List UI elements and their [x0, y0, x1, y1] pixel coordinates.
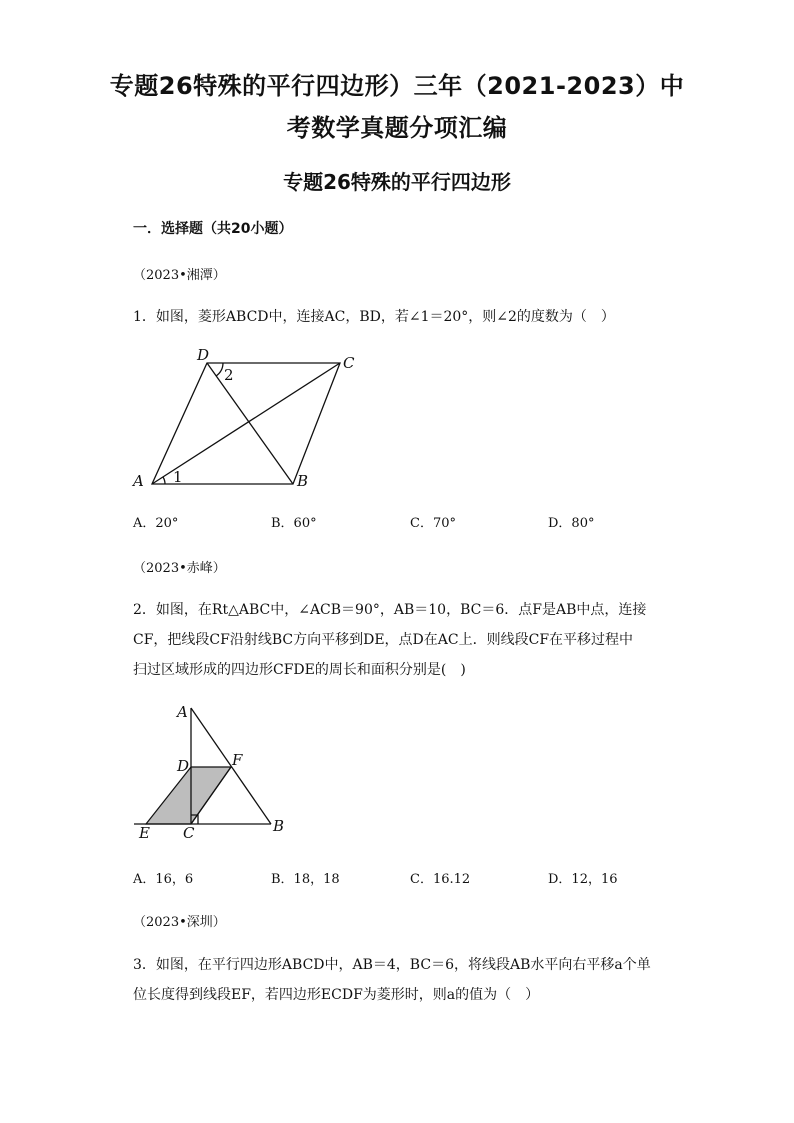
vertex-label-b: B [273, 817, 285, 835]
vertex-label-a: A [177, 703, 188, 721]
question-2-option-a[interactable]: A．16，6 [133, 872, 194, 887]
rhombus-figure [125, 340, 365, 500]
question-1-line: 1．如图，菱形ABCD中，连接AC，BD，若∠1＝20°，则∠2的度数为（ ） [133, 309, 615, 325]
question-3-line: 位长度得到线段EF，若四边形ECDF为菱形时，则a的值为（ ） [133, 987, 540, 1003]
question-2-source: （2023•赤峰） [133, 561, 226, 576]
vertex-label-b: B [297, 472, 309, 490]
question-2-line: 2．如图，在Rt△ABC中，∠ACB＝90°，AB＝10，BC＝6．点F是AB中点，连接 [133, 602, 647, 618]
vertex-label-f: F [232, 751, 243, 769]
page-subtitle: 专题26特殊的平行四边形 [283, 170, 511, 194]
question-1-source: （2023•湘潭） [133, 268, 226, 283]
vertex-label-a: A [133, 472, 144, 490]
question-3-source: （2023•深圳） [133, 915, 226, 930]
vertex-label-d: D [197, 346, 210, 364]
vertex-label-c: C [183, 824, 195, 842]
question-1-option-b[interactable]: B．60° [271, 516, 317, 531]
question-2-option-c[interactable]: C．16.12 [410, 872, 471, 887]
question-2-text [133, 595, 663, 685]
question-1-option-d[interactable]: D．80° [548, 516, 595, 531]
vertex-label-e: E [139, 824, 150, 842]
question-2-option-b[interactable]: B．18，18 [271, 872, 340, 887]
page-title-line1: 专题26特殊的平行四边形）三年（2021-2023）中 [109, 72, 685, 100]
angle-1-label: 1 [173, 468, 183, 486]
triangle-figure [125, 697, 300, 847]
angle-1-arc [163, 477, 165, 484]
diagonal-bd [207, 363, 293, 484]
question-1-option-c[interactable]: C．70° [410, 516, 456, 531]
vertex-label-d: D [177, 757, 190, 775]
angle-2-label: 2 [224, 366, 234, 384]
question-3-line: 3．如图，在平行四边形ABCD中，AB＝4，BC＝6，将线段AB水平向右平移a个单 [133, 957, 651, 973]
vertex-label-c: C [343, 354, 355, 372]
page-title-line2: 考数学真题分项汇编 [286, 114, 508, 142]
question-2-line: 扫过区域形成的四边形CFDE的周长和面积分别是( ) [133, 662, 466, 678]
question-3-text [133, 950, 663, 1010]
angle-2-arc [216, 363, 223, 376]
question-2-option-d[interactable]: D．12，16 [548, 872, 618, 887]
question-1-option-a[interactable]: A．20° [133, 516, 179, 531]
shaded-parallelogram-cfde [146, 767, 231, 824]
question-1-text [133, 302, 663, 332]
section-heading: 一．选择题（共20小题） [133, 221, 293, 237]
question-2-line: CF，把线段CF沿射线BC方向平移到DE，点D在AC上．则线段CF在平移过程中 [133, 632, 634, 648]
